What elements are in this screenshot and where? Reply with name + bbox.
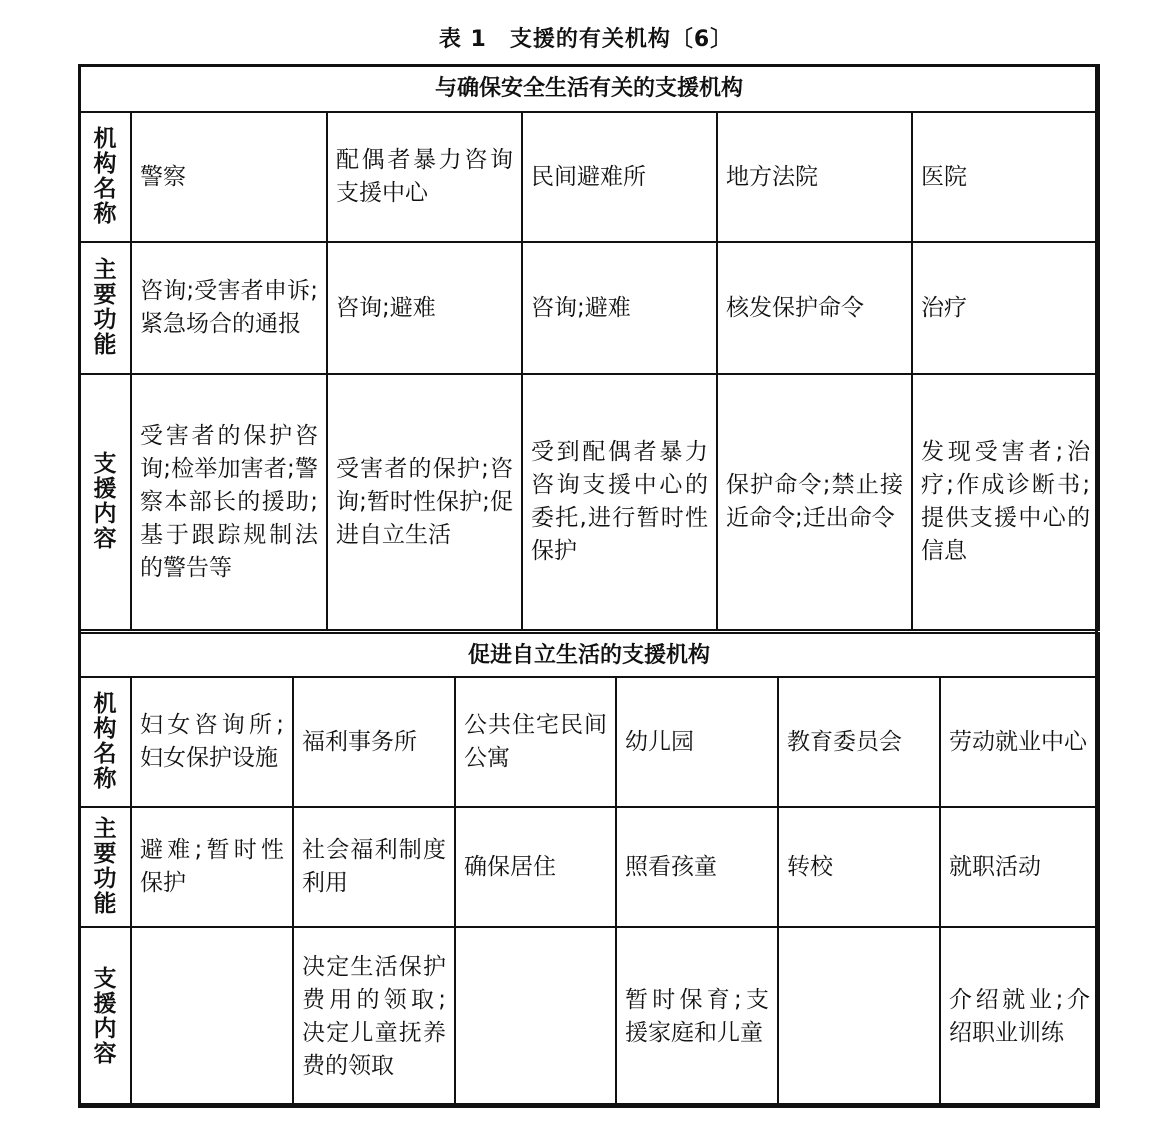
cell-content: 受害者的保护;咨询;暂时性保护;促进自立生活 (327, 374, 522, 630)
cell-content: 受害者的保护咨询;检举加害者;警察本部长的援助;基于跟踪规制法的警告等 (131, 374, 327, 630)
row-header-function: 主要功能 (79, 807, 131, 927)
cell-content: 发现受害者;治疗;作成诊断书;提供支援中心的信息 (912, 374, 1099, 630)
cell-content: 保护命令;禁止接近命令;迁出命令 (717, 374, 912, 630)
cell-content: 暂时保育;支援家庭和儿童 (616, 927, 778, 1107)
section-1-table (78, 64, 1100, 631)
cell-function: 咨询;受害者申诉;紧急场合的通报 (131, 242, 327, 374)
cell-name: 配偶者暴力咨询支援中心 (327, 112, 522, 242)
row-header-content: 支援内容 (79, 927, 131, 1107)
cell-content: 介绍就业;介绍职业训练 (940, 927, 1099, 1107)
cell-name: 公共住宅民间公寓 (455, 677, 616, 807)
table-row (79, 927, 1099, 1107)
cell-content (455, 927, 616, 1107)
cell-name: 教育委员会 (778, 677, 940, 807)
cell-name: 警察 (131, 112, 327, 242)
row-header-function: 主要功能 (79, 242, 131, 374)
cell-function: 就职活动 (940, 807, 1099, 927)
cell-name: 妇女咨询所;妇女保护设施 (131, 677, 293, 807)
cell-name: 地方法院 (717, 112, 912, 242)
row-header-content: 支援内容 (79, 374, 131, 630)
cell-function: 转校 (778, 807, 940, 927)
cell-function: 核发保护命令 (717, 242, 912, 374)
cell-function: 确保居住 (455, 807, 616, 927)
table-row (79, 807, 1099, 927)
cell-name: 医院 (912, 112, 1099, 242)
cell-function: 治疗 (912, 242, 1099, 374)
cell-name: 劳动就业中心 (940, 677, 1099, 807)
cell-function: 社会福利制度利用 (293, 807, 455, 927)
cell-name: 幼儿园 (616, 677, 778, 807)
cell-content: 受到配偶者暴力咨询支援中心的委托,进行暂时性保护 (522, 374, 717, 630)
cell-function: 咨询;避难 (327, 242, 522, 374)
table-row (79, 112, 1099, 242)
cell-name: 民间避难所 (522, 112, 717, 242)
cell-content: 决定生活保护费用的领取;决定儿童抚养费的领取 (293, 927, 455, 1107)
cell-content (131, 927, 293, 1107)
section-2-table (78, 632, 1100, 1108)
table-caption: 表 1 支援的有关机构〔6〕 (438, 27, 734, 52)
table-row (79, 242, 1099, 374)
cell-function: 照看孩童 (616, 807, 778, 927)
cell-function: 咨询;避难 (522, 242, 717, 374)
table-row (79, 677, 1099, 807)
section-2-title: 促进自立生活的支援机构 (79, 633, 1099, 677)
section-1-title: 与确保安全生活有关的支援机构 (79, 65, 1099, 112)
row-header-name: 机构名称 (79, 677, 131, 807)
cell-name: 福利事务所 (293, 677, 455, 807)
table-row (79, 374, 1099, 630)
cell-function: 避难;暂时性保护 (131, 807, 293, 927)
row-header-name: 机构名称 (79, 112, 131, 242)
cell-content (778, 927, 940, 1107)
